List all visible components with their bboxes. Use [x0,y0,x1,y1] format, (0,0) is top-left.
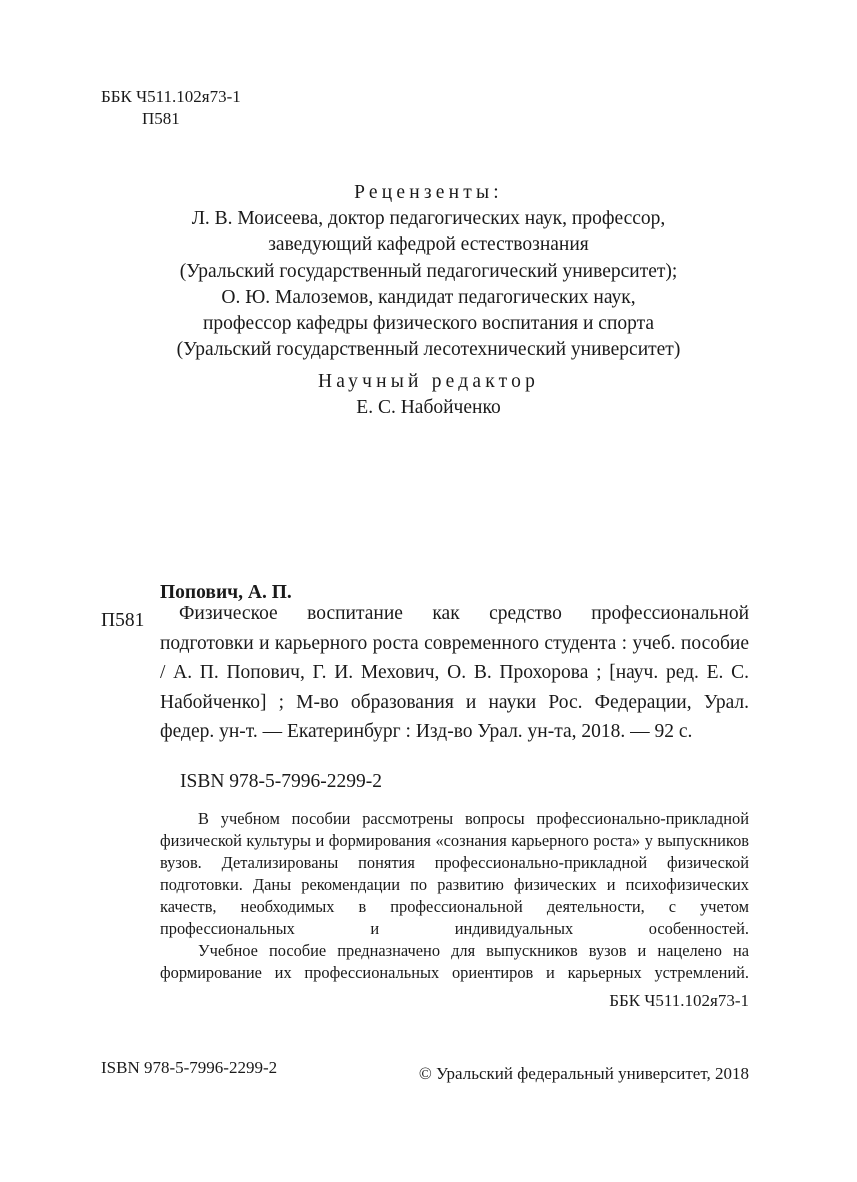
reviewer-line: (Уральский государственный лесотехнический университет) [176,339,681,361]
bottom-bbk-code: ББК Ч511.102я73-1 [609,991,749,1010]
reviewer-line: профессор кафедры физического воспитания и спорта [202,313,655,335]
annotation-paragraph: В учебном пособии рассмотрены вопросы профессионально-прикладной физической культуры и формирования «сознания карьерного роста» у выпускников вузов. Детализированы понятия профессионально-прикладной физической подготовки. Даны рекомендации по развитию физических и психофизических качеств, необходимых в профессиональной деятельности, с учетом профессиональных и индивидуальных особенностей. [160,809,749,938]
reviewer-line: заведующий кафедрой естествознания [268,234,589,256]
catalog-isbn: ISBN 978-5-7996-2299-2 [180,771,383,792]
reviewer-line: О. Ю. Малоземов, кандидат педагогических наук, [221,286,636,308]
catalog-description-text: Физическое воспитание как средство профессиональной подготовки и карьерного роста современного студента : учеб. пособие / А. П. Попович, Г. И. Мехович, О. В. Прохорова ; [науч. ред. Е. С. Набойченко] ; М-во образования и науки Рос. Федерации, Урал. федер. ун-т. — Екатеринбург : Изд-во Урал. ун-та, 2018. — 92 с. [160,603,749,743]
annotation [160,808,749,984]
catalog-mark: П581 [101,610,145,631]
reviewers-block [0,180,857,363]
annotation-paragraph: Учебное пособие предназначено для выпускников вузов и нацелено на формирование их профессиональных ориентиров и карьерных устремлений. [160,941,749,982]
catalog-description [160,599,749,747]
bottom-isbn: ISBN 978-5-7996-2299-2 [101,1058,278,1077]
reviewer-line: (Уральский государственный педагогический университет); [179,260,678,282]
bbk-code: ББК Ч511.102я73-1 [101,87,241,106]
science-editor-block [0,369,857,421]
top-classification [101,86,241,130]
author-mark: П581 [142,109,180,128]
science-editor-heading: Научный редактор [317,371,540,392]
catalog-author: Попович, А. П. [160,582,292,603]
reviewer-line: Л. В. Моисеева, доктор педагогических наук, профессор, [191,208,666,230]
copyright-notice: © Уральский федеральный университет, 2018 [418,1064,749,1083]
science-editor-name: Е. С. Набойченко [356,397,501,419]
reviewers-heading: Рецензенты: [354,182,503,203]
